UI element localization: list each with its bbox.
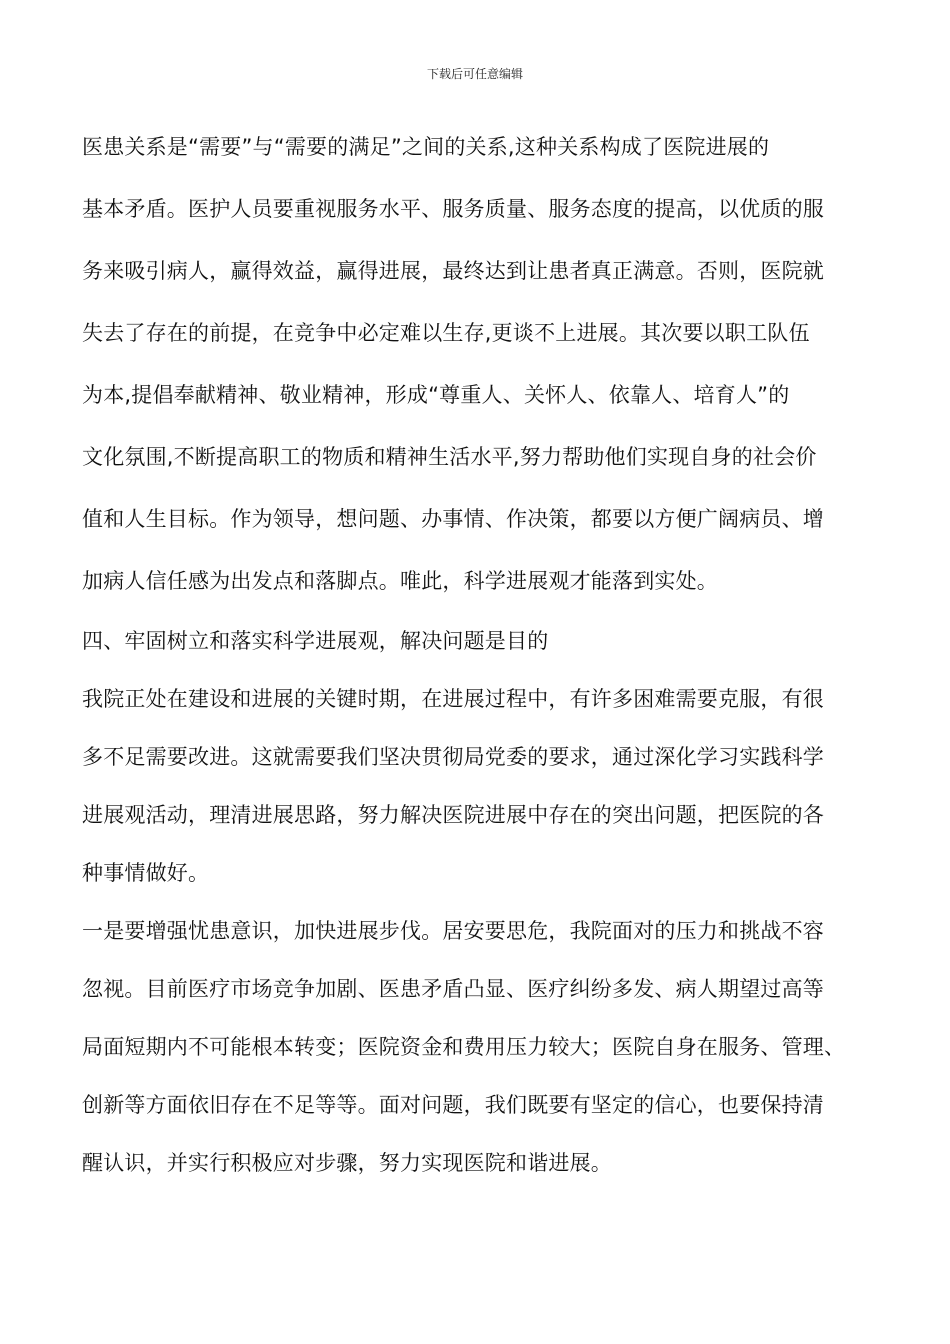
text-line: 失去了存在的前提，在竞争中必定难以生存,更谈不上进展。其次要以职工队伍 [82,321,810,345]
section-heading [82,612,882,670]
text-line: 创新等方面依旧存在不足等等。面对问题，我们既要有坚定的信心，也要保持清 [82,1093,824,1117]
text-line: 多不足需要改进。这就需要我们坚决贯彻局党委的要求，通过深化学习实践科学 [82,745,824,769]
text-line: 医患关系是“需要”与“需要的满足”之间的关系,这种关系构成了医院进展的 [82,135,770,159]
text-line: 为本,提倡奉献精神、敬业精神，形成“尊重人、关怀人、依靠人、培育人”的 [82,383,790,407]
text-line: 文化氛围,不断提高职工的物质和精神生活水平,努力帮助他们实现自身的社会价 [82,445,817,469]
page-header: 下载后可任意编辑 [426,67,523,81]
text-line: 忽视。目前医疗市场竞争加剧、医患矛盾凸显、医疗纠纷多发、病人期望过高等 [82,977,824,1001]
document-body [82,116,882,1192]
text-line: 加病人信任感为出发点和落脚点。唯此，科学进展观才能落到实处。 [82,569,718,593]
text-line: 务来吸引病人，赢得效益，赢得进展，最终达到让患者真正满意。否则，医院就 [82,259,824,283]
text-line: 基本矛盾。医护人员要重视服务水平、服务质量、服务态度的提高，以优质的服 [82,197,824,221]
text-line: 我院正处在建设和进展的关键时期，在进展过程中，有许多困难需要克服，有很 [82,687,824,711]
text-line: 种事情做好。 [82,861,210,885]
text-line: 值和人生目标。作为领导，想问题、办事情、作决策，都要以方便广阔病员、增 [82,507,824,531]
text-line: 醒认识，并实行积极应对步骤，努力实现医院和谐进展。 [82,1151,612,1175]
text-line: 一是要增强忧患意识，加快进展步伐。居安要思危，我院面对的压力和挑战不容 [82,919,824,943]
paragraph-key-period [82,670,882,902]
paragraph-doctor-patient [82,116,882,612]
text-line: 进展观活动，理清进展思路，努力解决医院进展中存在的突出问题，把医院的各 [82,803,824,827]
paragraph-awareness [82,902,882,1192]
text-line: 局面短期内不可能根本转变；医院资金和费用压力较大；医院自身在服务、管理、 [82,1035,846,1059]
section-heading-text: 四、牢固树立和落实科学进展观，解决问题是目的 [82,629,549,653]
